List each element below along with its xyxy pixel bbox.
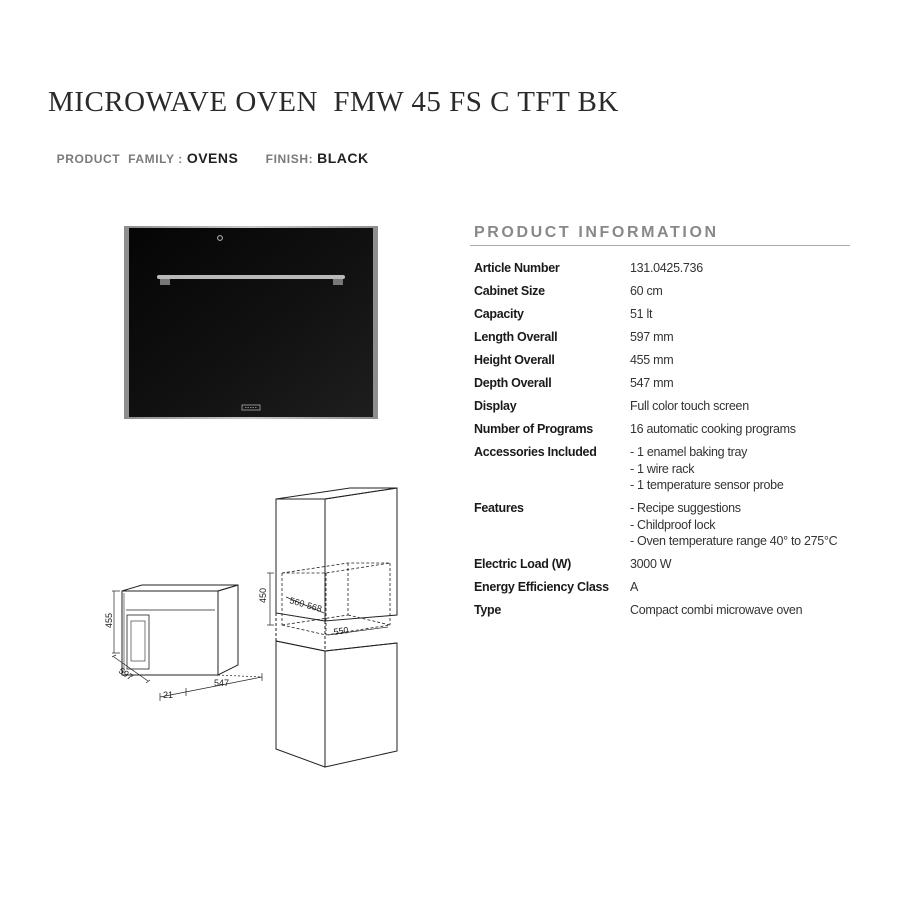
spec-row bbox=[474, 283, 864, 300]
spec-value-line: - Childproof lock bbox=[630, 517, 716, 532]
appliance-dimensions bbox=[112, 591, 262, 701]
spec-value-line: 60 cm bbox=[630, 284, 663, 298]
spec-row bbox=[474, 352, 864, 369]
spec-value-line: Full color touch screen bbox=[630, 399, 749, 413]
spec-label: Article Number bbox=[474, 261, 560, 275]
spec-value-line: - Oven temperature range 40° to 275°C bbox=[630, 534, 838, 548]
spec-value-line: - 1 enamel baking tray bbox=[630, 445, 748, 459]
spec-value-line: 597 mm bbox=[630, 330, 674, 344]
product-information-heading: PRODUCT INFORMATION bbox=[474, 224, 719, 241]
spec-label: Depth Overall bbox=[474, 376, 552, 390]
dim-depth-label: 547 bbox=[214, 678, 230, 688]
spec-value-line: 16 automatic cooking programs bbox=[630, 422, 796, 436]
spec-value bbox=[630, 306, 864, 323]
niche-depth-label: 550 bbox=[332, 624, 350, 637]
spec-label: Length Overall bbox=[474, 330, 558, 344]
spec-value bbox=[630, 283, 864, 300]
spec-label: Electric Load (W) bbox=[474, 557, 571, 571]
spec-value bbox=[630, 556, 864, 573]
spec-row bbox=[474, 500, 864, 550]
spec-value-line: 131.0425.736 bbox=[630, 261, 703, 275]
niche-height-label: 450 bbox=[258, 587, 268, 603]
spec-value-line: 3000 W bbox=[630, 557, 672, 571]
heading-divider bbox=[470, 245, 850, 246]
spec-row bbox=[474, 260, 864, 277]
spec-label: Capacity bbox=[474, 307, 524, 321]
spec-label: Height Overall bbox=[474, 353, 555, 367]
spec-value bbox=[630, 444, 864, 494]
spec-label: Features bbox=[474, 501, 524, 515]
niche-width-label: 560-568 bbox=[288, 595, 323, 615]
dim-height-label: 455 bbox=[104, 612, 114, 628]
spec-value bbox=[630, 579, 864, 596]
spec-label: Type bbox=[474, 603, 502, 617]
dim-width-label: 597 bbox=[116, 665, 135, 683]
spec-value bbox=[630, 260, 864, 277]
oven-product-image bbox=[124, 226, 378, 419]
spec-value-line: A bbox=[630, 580, 639, 594]
spec-value-line: - 1 wire rack bbox=[630, 461, 695, 476]
spec-label: Accessories Included bbox=[474, 445, 597, 459]
spec-value-line: - Recipe suggestions bbox=[630, 501, 741, 515]
appliance-outline bbox=[122, 585, 238, 675]
spec-row bbox=[474, 421, 864, 438]
product-family-label: PRODUCT FAMILY : bbox=[56, 152, 187, 166]
spec-row bbox=[474, 556, 864, 573]
spec-value-line: - 1 temperature sensor probe bbox=[630, 478, 784, 492]
spec-value bbox=[630, 398, 864, 415]
spec-value bbox=[630, 421, 864, 438]
product-title: MICROWAVE OVEN FMW 45 FS C TFT BK bbox=[48, 86, 619, 118]
spec-label: Display bbox=[474, 399, 517, 413]
finish-label: FINISH: bbox=[265, 152, 318, 166]
spec-row bbox=[474, 602, 864, 619]
spec-value-line: 547 mm bbox=[630, 376, 674, 390]
installation-drawing bbox=[100, 485, 410, 770]
spec-label: Cabinet Size bbox=[474, 284, 545, 298]
product-family bbox=[50, 136, 238, 166]
dim-gap-label: 21 bbox=[163, 690, 174, 700]
spec-row bbox=[474, 398, 864, 415]
spec-row bbox=[474, 375, 864, 392]
spec-row bbox=[474, 444, 864, 494]
product-family-value: OVENS bbox=[186, 150, 239, 166]
spec-label: Number of Programs bbox=[474, 422, 593, 436]
spec-value-line: 51 lt bbox=[630, 307, 653, 321]
spec-row bbox=[474, 306, 864, 323]
spec-value-line: Compact combi microwave oven bbox=[630, 603, 803, 617]
spec-value bbox=[630, 375, 864, 392]
spec-label: Energy Efficiency Class bbox=[474, 580, 609, 594]
spec-value bbox=[630, 352, 864, 369]
finish-value: BLACK bbox=[317, 150, 369, 166]
spec-table bbox=[474, 260, 864, 625]
spec-value bbox=[630, 329, 864, 346]
spec-value bbox=[630, 500, 864, 550]
finish bbox=[259, 136, 369, 166]
spec-value bbox=[630, 602, 864, 619]
spec-row bbox=[474, 329, 864, 346]
spec-row bbox=[474, 579, 864, 596]
spec-value-line: 455 mm bbox=[630, 353, 674, 367]
niche-dimensions bbox=[267, 573, 388, 635]
